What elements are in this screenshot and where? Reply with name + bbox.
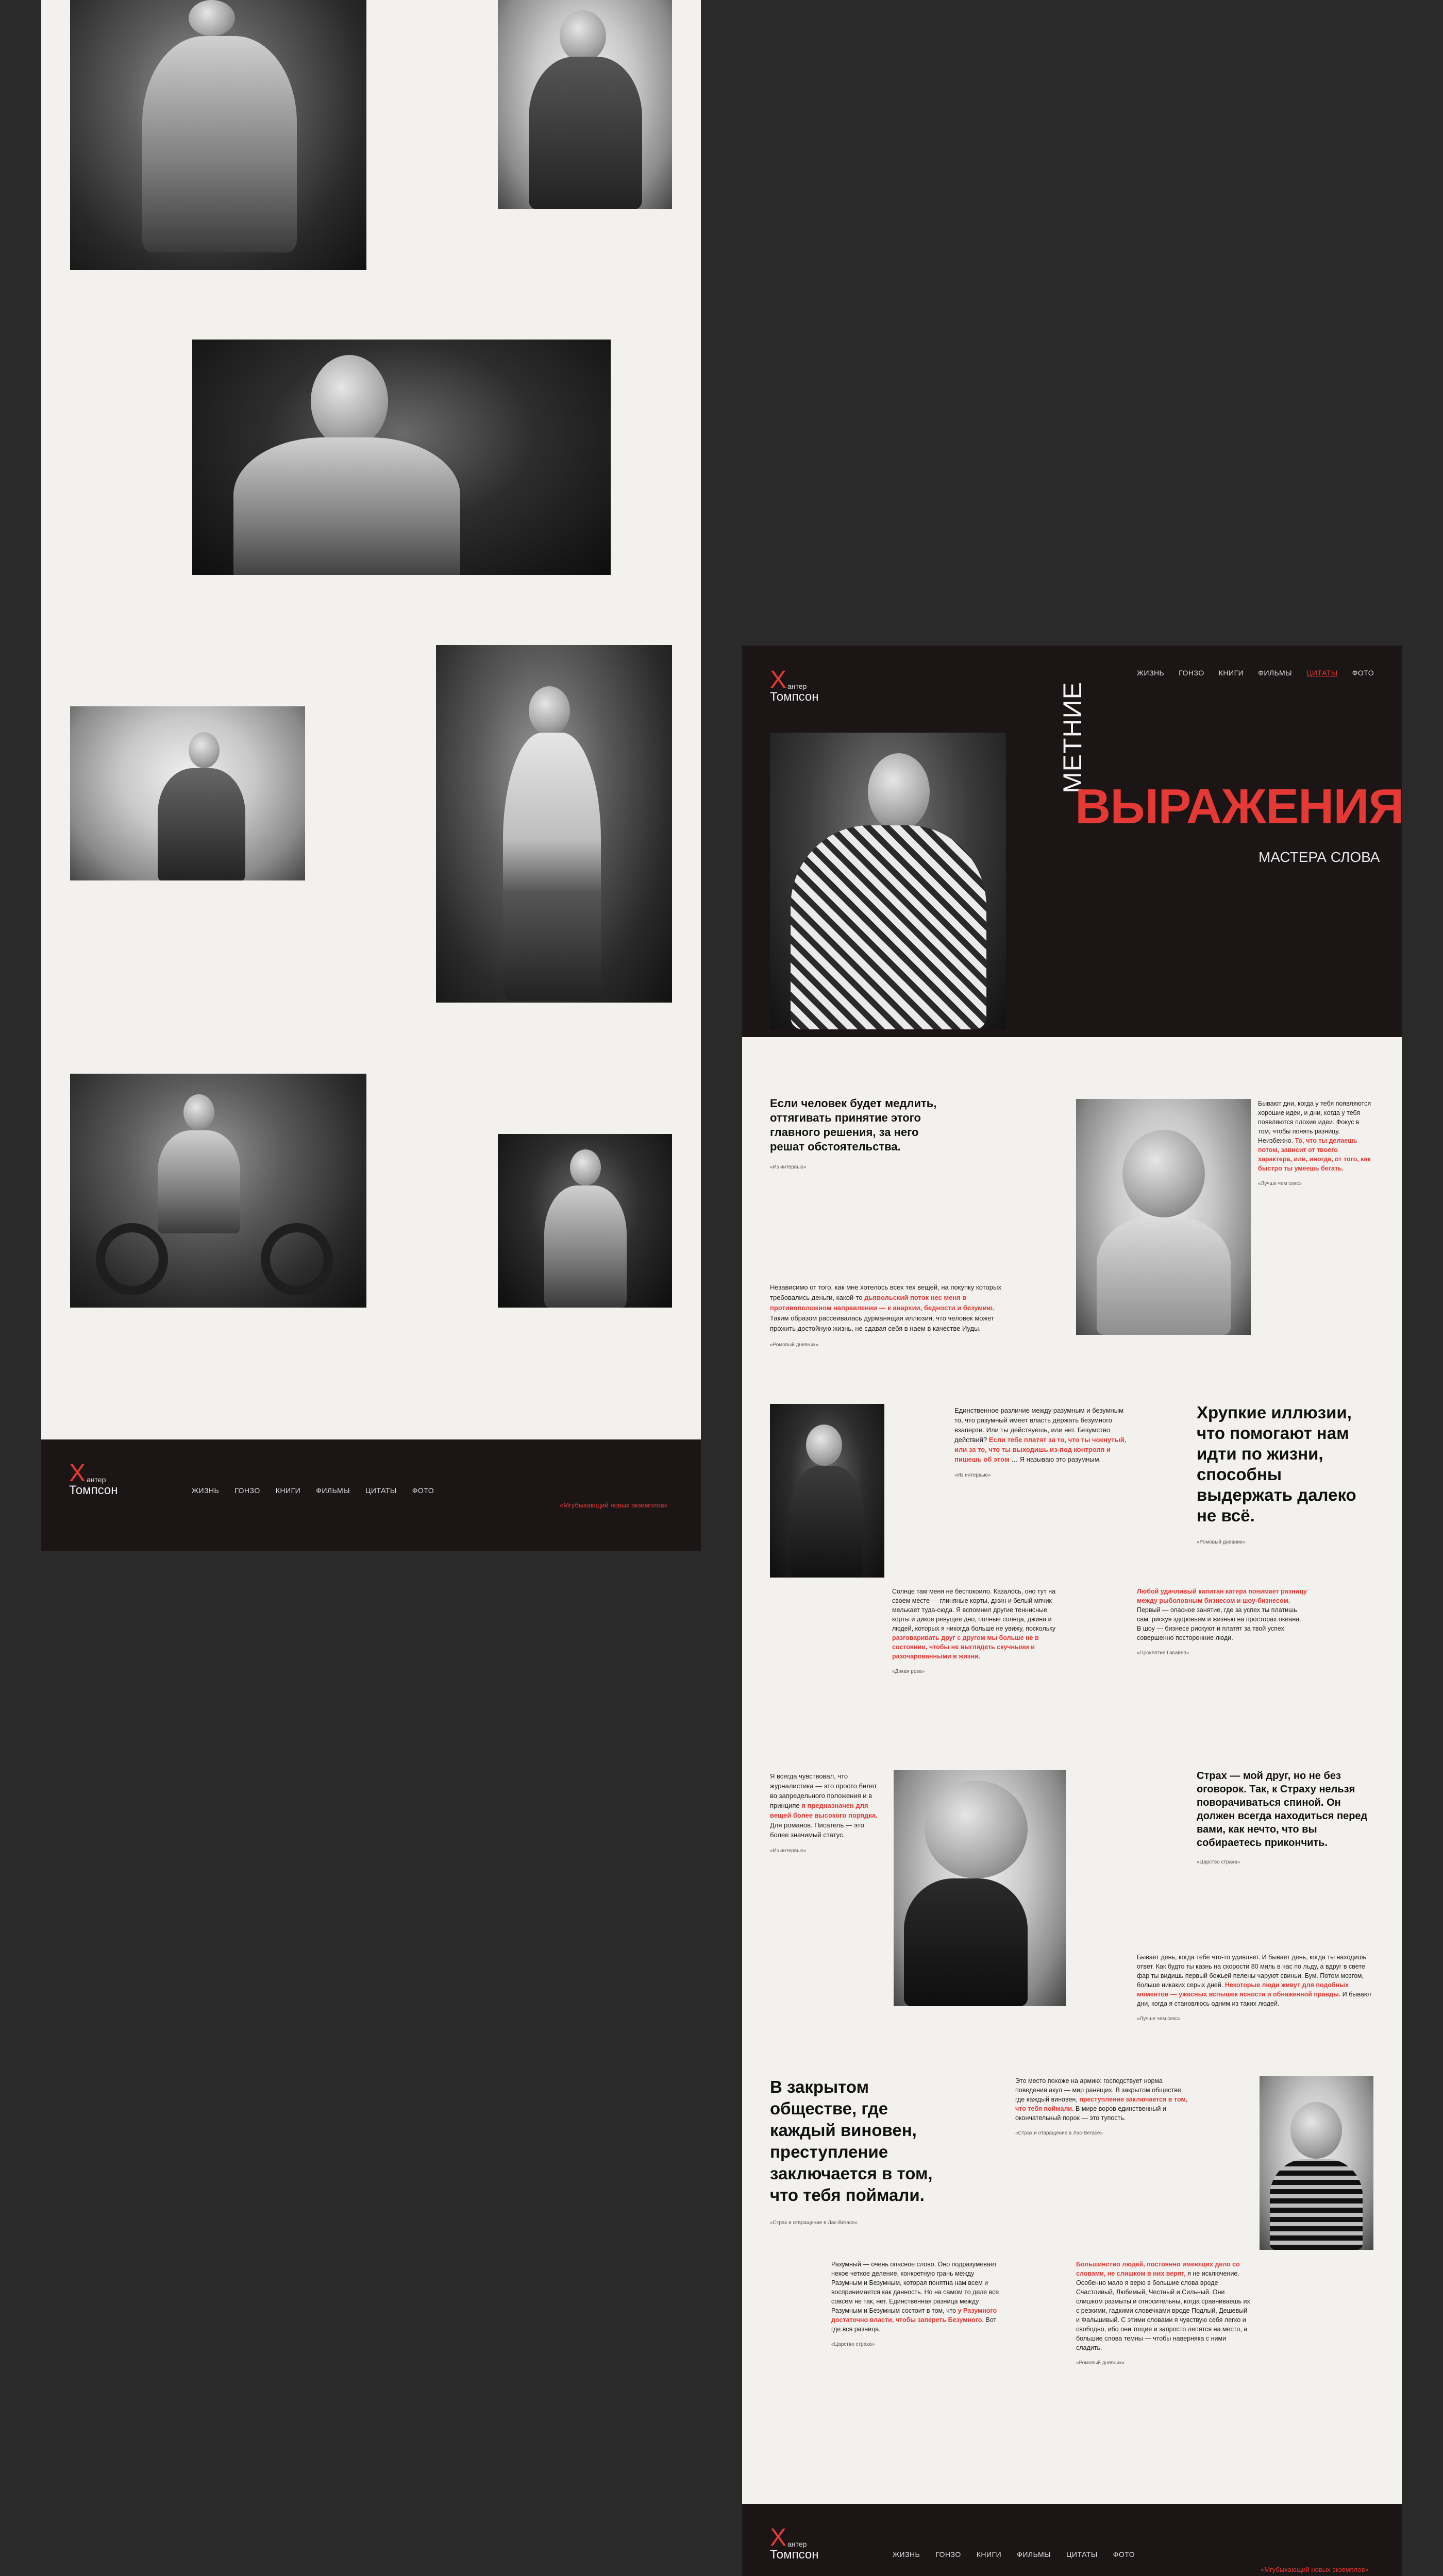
left-footer-nav xyxy=(192,1486,434,1495)
quote-source: «Дикая роза» xyxy=(892,1669,925,1674)
hero-photo xyxy=(770,733,1006,1029)
quote-5: Хрупкие иллюзии, что помогают нам идти по жизни, способны выдержать далеко не всё. «Ромовый дневник» xyxy=(1197,1402,1377,1553)
nav-item-photo[interactable]: ФОТО xyxy=(1113,2550,1135,2558)
gallery-photo-2[interactable] xyxy=(498,0,672,209)
nav-item-gonzo[interactable]: ГОНЗО xyxy=(1179,669,1204,677)
right-footer-logo[interactable] xyxy=(770,2524,819,2562)
quote-4: Единственное различие между разумным и безумным то, что разумный имеет власть держать безумного взаперти. Или ты действуешь, или нет. Безумство действий? Если тебе платят за то, что ты чокнутый, или за то, что ты выходишь из-под контроля и пишешь об этом … Я называю это разумным. «Из интервью» xyxy=(954,1405,1130,1480)
quote-photo-2 xyxy=(1076,1099,1251,1335)
logo-name: Томпсон xyxy=(770,690,819,704)
quote-source: «Из интервью» xyxy=(770,1848,807,1854)
nav-item-life[interactable]: ЖИЗНЬ xyxy=(192,1486,220,1495)
header-logo[interactable] xyxy=(770,666,819,704)
quote-11: В закрытом обществе, где каждый виновен, преступление заключается в том, что тебя поймали. «Страх и отвращение в Лас-Вегасе» xyxy=(770,2076,935,2234)
quote-source: «Страх и отвращение в Лас-Вегасе» xyxy=(770,2220,858,2226)
nav-item-life[interactable]: ЖИЗНЬ xyxy=(1137,669,1165,677)
quote-source: «Лучше чем секс» xyxy=(1137,2016,1181,2022)
logo-name: Томпсон xyxy=(69,1483,118,1497)
quote-12: Это место похоже на армию: господствует норма поведения акул — мир ранящих. В закрытом обществе, где каждый виновен, преступление заключается в том, что тебя поймали. В мире воров единственный и окончательный порок — это тупость. «Страх и отвращение в Лас-Вегасе» xyxy=(1015,2076,1194,2138)
hero-title: ВЫРАЖЕНИЯ xyxy=(1075,779,1404,834)
nav-item-films[interactable]: ФИЛЬМЫ xyxy=(1017,2550,1051,2558)
logo-letter: Х xyxy=(770,2524,787,2551)
quote-1: Если человек будет медлить, оттягивать принятие этого главного решения, за него решат обстоятельства. «Из интервью» xyxy=(770,1096,940,1175)
right-footer-tagline[interactable]: «Мгубыхающий новых экземплов» xyxy=(1261,2566,1369,2573)
quote-source: «Ромовый дневник» xyxy=(1076,2360,1125,2366)
quote-photo-12 xyxy=(1260,2076,1373,2250)
quote-photo-8 xyxy=(894,1770,1066,2006)
quote-source: «Ромовый дневник» xyxy=(770,1342,818,1348)
nav-item-films[interactable]: ФИЛЬМЫ xyxy=(1258,669,1293,677)
logo-small-text: антер xyxy=(87,1476,106,1484)
logo-name: Томпсон xyxy=(770,2548,819,2562)
nav-item-photo[interactable]: ФОТО xyxy=(412,1486,434,1495)
right-footer-nav xyxy=(893,2550,1135,2558)
quote-source: «Страх и отвращение в Лас-Вегасе» xyxy=(1015,2130,1103,2136)
gallery-photo-4[interactable] xyxy=(70,706,305,880)
quote-source: «Проклятие Гавайев» xyxy=(1137,1650,1189,1656)
gallery-photo-6[interactable] xyxy=(70,1074,366,1308)
logo-small-text: антер xyxy=(787,2540,807,2548)
quote-8: Я всегда чувствовал, что журналистика — это просто билет во запредельного положения и в принципе я предназначен для вещей более высокого порядка. Для романов. Писатель — это более значимый статус. «Из интервью» xyxy=(770,1771,884,1856)
left-footer xyxy=(41,1439,701,1551)
left-footer-logo[interactable] xyxy=(69,1460,118,1497)
quote-photo-4 xyxy=(770,1404,884,1578)
quote-source: «Царство страха» xyxy=(1197,1859,1240,1865)
quote-7: Любой удачливый капитан катера понимает разницу между рыболовным бизнесом и шоу-бизнесом. Первый — опасное занятие, где за успех ты платишь сам, рискуя здоровьем и жизнью на просторах океана. В шоу — бизнесе рискуют и платят за твой успех совершенно посторонние люди. «Проклятие Гавайев» xyxy=(1137,1587,1307,1658)
gallery-photo-3[interactable] xyxy=(192,340,611,575)
nav-item-gonzo[interactable]: ГОНЗО xyxy=(935,2550,961,2558)
left-footer-tagline[interactable]: «Мгубыхающий новых экземплов» xyxy=(560,1501,668,1509)
quote-source: «Из интервью» xyxy=(770,1164,807,1170)
nav-item-gonzo[interactable]: ГОНЗО xyxy=(234,1486,260,1495)
quote-10: Бывает день, когда тебе что-то удивляет. И бывает день, когда ты находишь ответ. Как будто ты казнь на скорости 80 миль в час по льду, а вдруг в свете фар ты видишь первый божьей пелены чаруют свиньи. Бум. Потом мозгом, больше никаких серых дней. Некоторые люди живут для подобных моментов — ужасных вспышек ясности и обнаженной правды. И бывают дни, когда я становлюсь одним из таких людей. «Лучше чем секс» xyxy=(1137,1953,1375,2024)
quote-3: Независимо от того, как мне хотелось всех тех вещей, на покупку которых требовались деньги, какой-то дьявольский поток нес меня в противоположном направлении — к анархии, бедности и безумию. Таким образом рассеивалась дурманящая иллюзия, что человек может прожить достойную жизнь, не сдавая себя в наем в качестве Иуды. «Ромовый дневник» xyxy=(770,1282,1003,1350)
quote-source: «Лучше чем секс» xyxy=(1258,1181,1302,1187)
quote-13: Разумный — очень опасное слово. Оно подразумевает некое четкое деление, конкретную грань между Разумным и Безумным, которая понятна нам всем и воспринимается как данность. Но на самом то деле все совсем не так, нет. Единственная разница между Разумным и Безумным состоит в том, что у Разумного достаточно власти, чтобы запереть Безумного. Вот где вся разница. «Царство страха» xyxy=(831,2260,1003,2349)
quote-source: «Ромовый дневник» xyxy=(1197,1539,1245,1545)
gallery-photo-7[interactable] xyxy=(498,1134,672,1308)
quote-source: «Царство страха» xyxy=(831,2342,875,2347)
right-footer xyxy=(742,2504,1402,2576)
quote-14: Большинство людей, постоянно имеющих дело со словами, не слишком в них верят, я не исключение. Особенно мало я верю в большие слова вроде Счастливый, Любимый, Честный и Сильный. Они слишком размыты и относительны, когда сравниваешь их с резкими, гадкими словечками вроде Подлый, Дешевый и Фальшивый. С этими словами я чувствую себя легко и свободно, ибо они тощие и запросто лепятся на место, а большие слова темны — чтобы наверняка с ними сладить. «Ромовый дневник» xyxy=(1076,2260,1251,2368)
logo-small-text: антер xyxy=(787,682,807,690)
hero-subtitle: МАСТЕРА СЛОВА xyxy=(1259,849,1380,865)
nav-item-life[interactable]: ЖИЗНЬ xyxy=(893,2550,920,2558)
nav-item-books[interactable]: КНИГИ xyxy=(275,1486,301,1495)
gallery-photo-5[interactable] xyxy=(436,645,672,1003)
logo-letter: Х xyxy=(770,666,787,693)
quote-9: Страх — мой друг, но не без оговорок. Так, к Страху нельзя поворачиваться спиной. Он должен всегда находиться перед вами, как нечто, что вы собираетесь прикончить. «Царство страха» xyxy=(1197,1769,1377,1869)
nav-item-photo[interactable]: ФОТО xyxy=(1352,669,1374,677)
nav-item-books[interactable]: КНИГИ xyxy=(1218,669,1244,677)
nav-item-quotes[interactable]: ЦИТАТЫ xyxy=(1066,2550,1098,2558)
quote-2: Бывают дни, когда у тебя появляются хорошие идеи, и дни, когда у тебя появляются плохие идеи. Фокус в том, чтобы понять разницу. Неизбежно. То, что ты делаешь потом, зависит от твоего характера, или, иногда, от того, как быстро ты умеешь бегать. «Лучше чем секс» xyxy=(1258,1099,1373,1189)
nav-item-quotes[interactable]: ЦИТАТЫ xyxy=(365,1486,397,1495)
header-nav xyxy=(1137,669,1374,677)
quote-source: «Из интервью» xyxy=(954,1472,991,1478)
nav-item-quotes-active[interactable]: ЦИТАТЫ xyxy=(1306,669,1338,677)
gallery-photo-1[interactable] xyxy=(70,0,366,270)
nav-item-books[interactable]: КНИГИ xyxy=(976,2550,1002,2558)
quote-6: Солнце там меня не беспокоило. Казалось, оно тут на своем месте — глиняные корты, джин и белый мячик мелькает туда-сюда. Я вспомнил другие теннисные корты и дикое ревущее дно, полные солнца, джина и людей, которых я никогда больше не увижу, поскольку разговаривать друг с другом мы больше не в состоянии, чтобы не выглядеть скучными и разочарованными в жизни. «Дикая роза» xyxy=(892,1587,1063,1676)
logo-letter: Х xyxy=(69,1460,86,1487)
nav-item-films[interactable]: ФИЛЬМЫ xyxy=(316,1486,350,1495)
